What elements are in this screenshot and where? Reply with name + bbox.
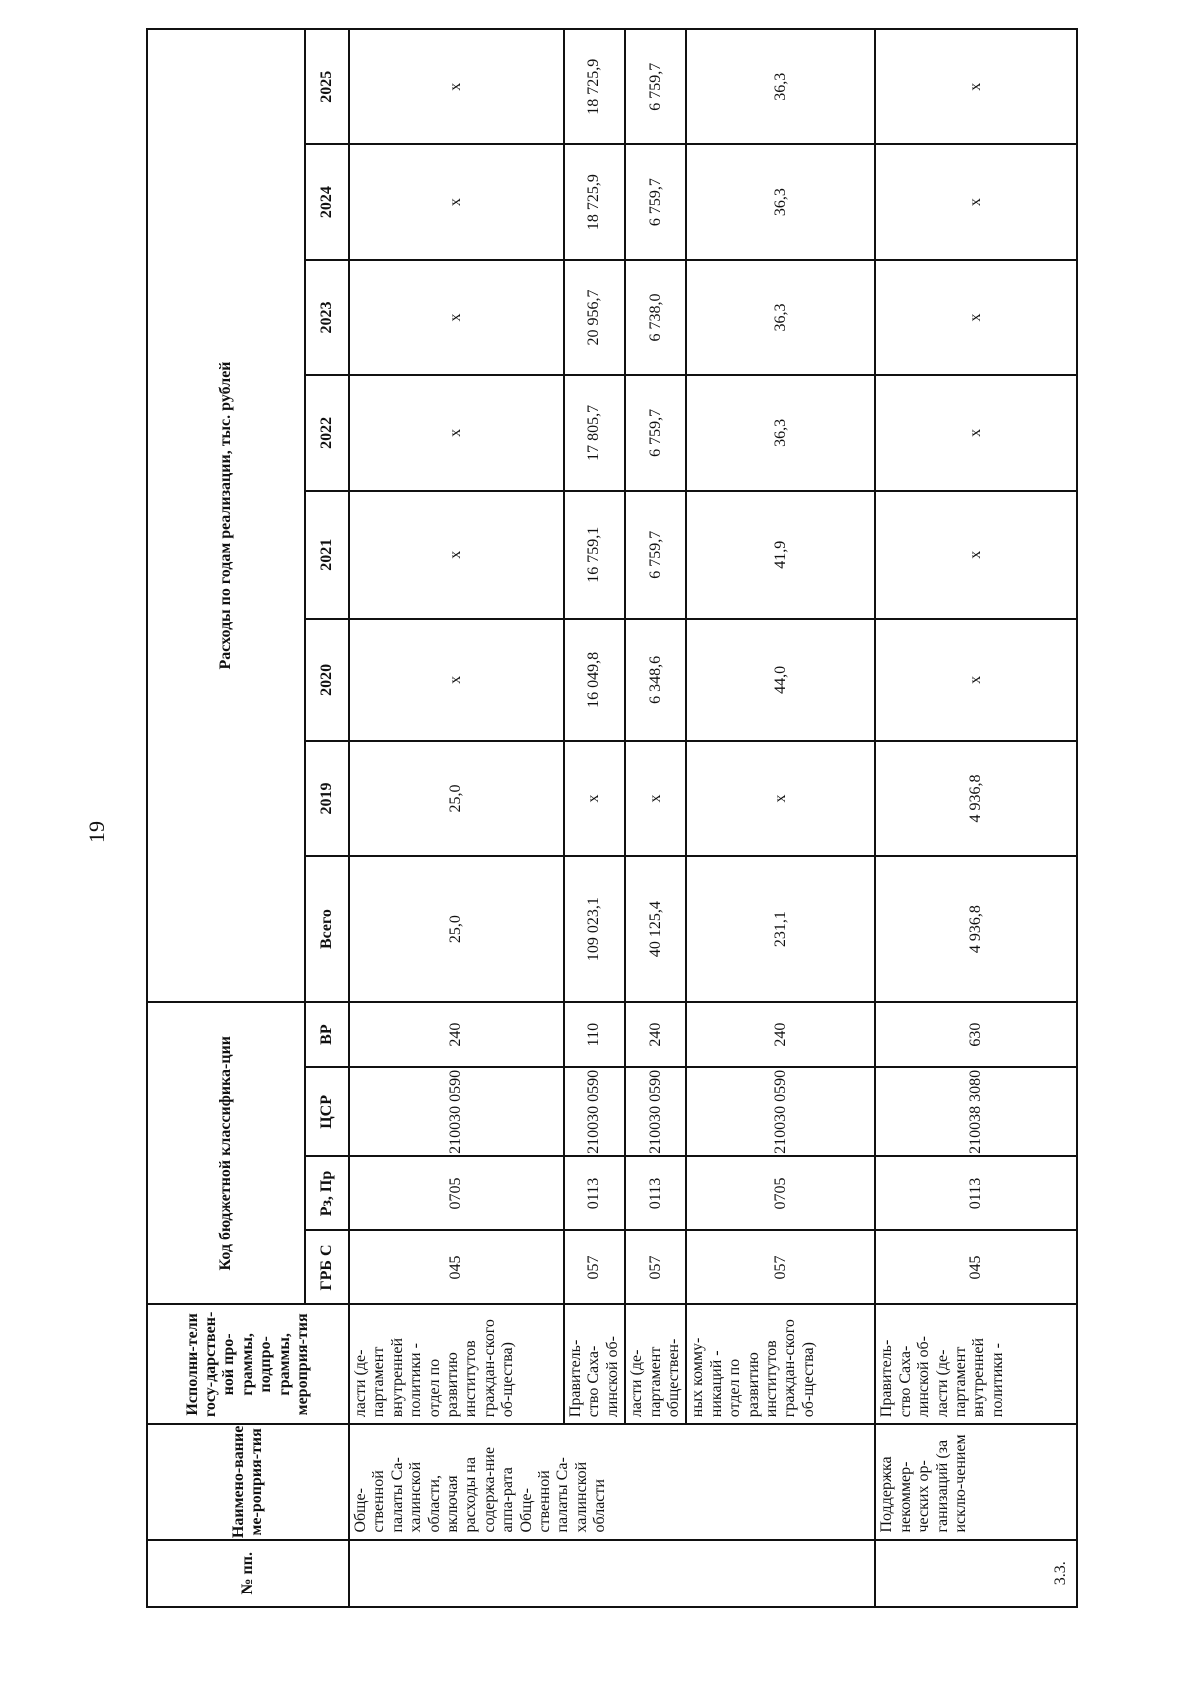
header-year-2019: 2019 — [305, 741, 349, 856]
cell-num: 3.3. — [875, 1540, 1077, 1607]
cell-vr: 110 — [564, 1002, 625, 1067]
cell-grbs: 045 — [875, 1230, 1077, 1304]
cell-executor: ных комму-никаций - отдел по развитию институтов граждан-ского об-щества) — [686, 1304, 875, 1424]
cell-2024: x — [875, 145, 1077, 260]
cell-executor: Правитель-ство Саха-линской об-ласти (де-партамент внутренней политики - — [875, 1304, 1077, 1424]
cell-2024: x — [349, 145, 564, 260]
cell-executor: Правитель-ство Саха-линской об- — [564, 1304, 625, 1424]
header-year-2023: 2023 — [305, 260, 349, 375]
cell-grbs: 057 — [625, 1230, 686, 1304]
cell-2022: 36,3 — [686, 375, 875, 490]
cell-vr: 240 — [686, 1002, 875, 1067]
header-total: Всего — [305, 856, 349, 1002]
cell-2025: x — [875, 29, 1077, 145]
cell-2025: x — [349, 29, 564, 145]
cell-rzpr: 0705 — [686, 1156, 875, 1230]
table-row — [875, 29, 1077, 1607]
cell-2023: x — [349, 260, 564, 375]
cell-2020: 6 348,6 — [625, 619, 686, 741]
cell-2021: 16 759,1 — [564, 491, 625, 619]
header-rzpr: Рз, Пр — [305, 1156, 349, 1230]
cell-vr: 240 — [349, 1002, 564, 1067]
cell-vr: 240 — [625, 1002, 686, 1067]
cell-num-empty — [349, 1540, 875, 1607]
cell-2021: x — [875, 491, 1077, 619]
cell-2023: 36,3 — [686, 260, 875, 375]
cell-total: 40 125,4 — [625, 856, 686, 1002]
cell-total: 231,1 — [686, 856, 875, 1002]
cell-rzpr: 0113 — [625, 1156, 686, 1230]
cell-rzpr: 0113 — [564, 1156, 625, 1230]
table-row — [564, 29, 625, 1607]
cell-2024: 6 759,7 — [625, 145, 686, 260]
cell-2024: 18 725,9 — [564, 145, 625, 260]
cell-2021: 41,9 — [686, 491, 875, 619]
cell-2025: 6 759,7 — [625, 29, 686, 145]
header-num: № пп. — [147, 1540, 349, 1607]
cell-2022: x — [875, 375, 1077, 490]
cell-2022: x — [349, 375, 564, 490]
cell-2023: 20 956,7 — [564, 260, 625, 375]
table-row — [625, 29, 686, 1607]
header-year-2024: 2024 — [305, 145, 349, 260]
cell-total: 109 023,1 — [564, 856, 625, 1002]
rotated-table-container — [146, 28, 1069, 1608]
cell-2019: 4 936,8 — [875, 741, 1077, 856]
header-budget-code: Код бюджетной классифика-ции — [147, 1002, 305, 1305]
cell-grbs: 057 — [686, 1230, 875, 1304]
cell-executor: ласти (де-партамент внутренней политики - отдел по развитию институтов граждан-ского об-щества) — [349, 1304, 564, 1424]
header-grbs: ГРБ С — [305, 1230, 349, 1304]
cell-total: 4 936,8 — [875, 856, 1077, 1002]
cell-vr: 630 — [875, 1002, 1077, 1067]
cell-csr: 210030 0590 — [625, 1067, 686, 1156]
cell-name: Обще-ственной палаты Са-халинской области, включая расходы на содержа-ние аппа-рата Обще-ственной палаты Са-халинской области — [349, 1424, 875, 1539]
budget-table — [146, 28, 1078, 1608]
cell-csr: 210030 0590 — [564, 1067, 625, 1156]
cell-grbs: 045 — [349, 1230, 564, 1304]
cell-total: 25,0 — [349, 856, 564, 1002]
header-year-2022: 2022 — [305, 375, 349, 490]
cell-2022: 17 805,7 — [564, 375, 625, 490]
cell-2023: 6 738,0 — [625, 260, 686, 375]
header-year-2020: 2020 — [305, 619, 349, 741]
cell-2019: x — [625, 741, 686, 856]
cell-csr: 210038 3080 — [875, 1067, 1077, 1156]
cell-2019: x — [686, 741, 875, 856]
cell-executor: ласти (де-партамент обществен- — [625, 1304, 686, 1424]
table-row — [686, 29, 875, 1607]
header-year-2025: 2025 — [305, 29, 349, 145]
cell-rzpr: 0113 — [875, 1156, 1077, 1230]
header-csr: ЦСР — [305, 1067, 349, 1156]
cell-2020: x — [875, 619, 1077, 741]
cell-csr: 210030 0590 — [349, 1067, 564, 1156]
page-number: 19 — [84, 821, 109, 843]
cell-2021: 6 759,7 — [625, 491, 686, 619]
cell-2019: 25,0 — [349, 741, 564, 856]
cell-2020: 44,0 — [686, 619, 875, 741]
header-executors: Исполни-тели госу-дарствен-ной про-граммы, подпро-граммы, мероприя-тия — [147, 1304, 349, 1424]
header-row-1 — [147, 29, 305, 1607]
table-row — [349, 29, 564, 1607]
cell-2025: 18 725,9 — [564, 29, 625, 145]
cell-2022: 6 759,7 — [625, 375, 686, 490]
cell-csr: 210030 0590 — [686, 1067, 875, 1156]
cell-2020: 16 049,8 — [564, 619, 625, 741]
header-vr: ВР — [305, 1002, 349, 1067]
cell-name: Поддержка некоммер-ческих ор-ганизаций (за исклю-чением — [875, 1424, 1077, 1539]
cell-2023: x — [875, 260, 1077, 375]
cell-2020: x — [349, 619, 564, 741]
header-year-2021: 2021 — [305, 491, 349, 619]
cell-2025: 36,3 — [686, 29, 875, 145]
cell-2024: 36,3 — [686, 145, 875, 260]
cell-2019: x — [564, 741, 625, 856]
cell-rzpr: 0705 — [349, 1156, 564, 1230]
cell-2021: x — [349, 491, 564, 619]
header-expenses: Расходы по годам реализации, тыс. рублей — [147, 29, 305, 1002]
header-name: Наимено-вание ме-роприя-тия — [147, 1424, 349, 1539]
cell-grbs: 057 — [564, 1230, 625, 1304]
